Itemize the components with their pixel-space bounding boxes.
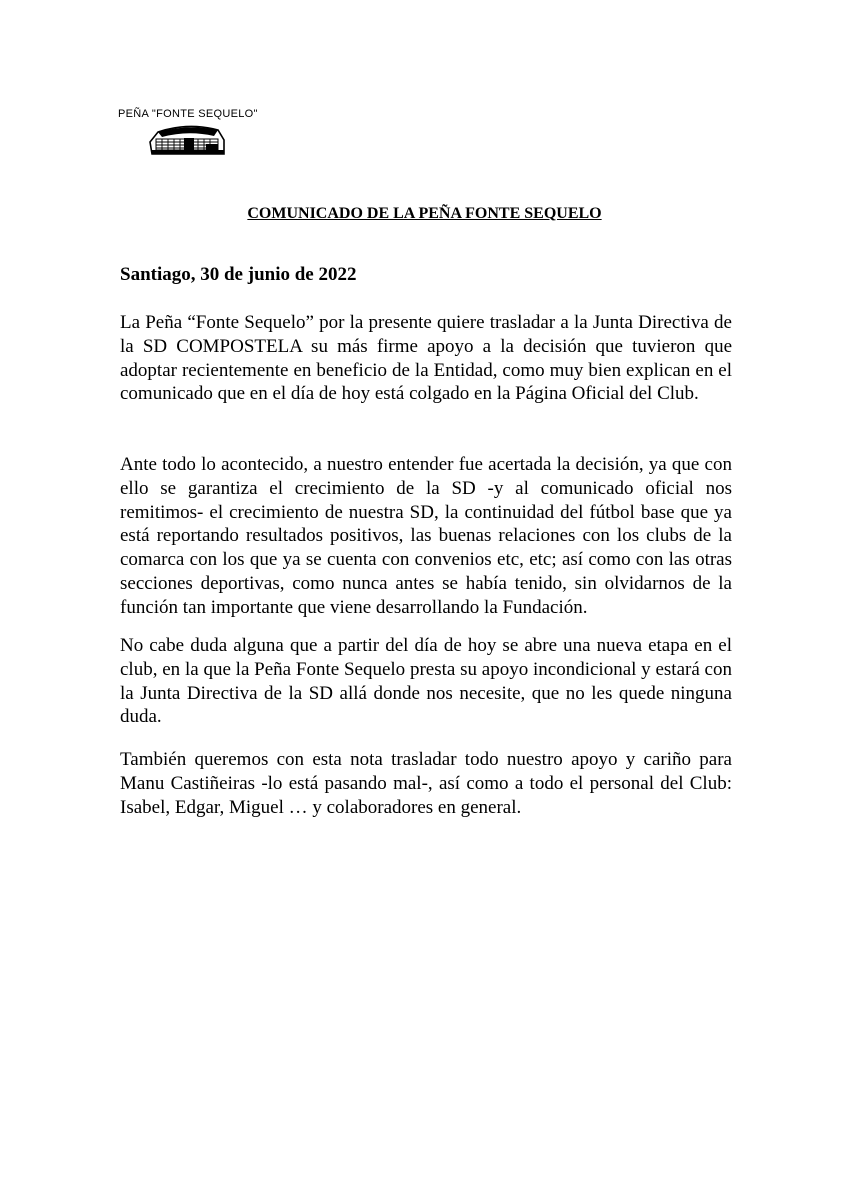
paragraph: La Peña “Fonte Sequelo” por la presente quiere trasladar a la Junta Directiva de la SD COMPOSTELA su más firme apoyo a la decisión que tuvieron que adoptar recientemente en beneficio de la Entidad, como muy bien explican en el comunicado que en el día de hoy está colgado en la Página Oficial del Club. [120, 312, 732, 405]
letterhead-logo [118, 108, 288, 158]
stadium-icon [148, 124, 228, 158]
paragraph: También queremos con esta nota trasladar todo nuestro apoyo y cariño para Manu Castiñeiras -lo está pasando mal-, así como a todo el personal del Club: Isabel, Edgar, Miguel … y colaboradores en general. [120, 749, 732, 818]
document-date: Santiago, 30 de junio de 2022 [120, 264, 357, 285]
logo-text: PEÑA "FONTE SEQUELO" [118, 108, 258, 120]
document-title: COMUNICADO DE LA PEÑA FONTE SEQUELO [247, 205, 602, 222]
paragraph: Ante todo lo acontecido, a nuestro entender fue acertada la decisión, ya que con ello se garantiza el crecimiento de la SD -y al comunicado oficial nos remitimos- el crecimiento de nuestra SD, la continuidad del fútbol base que ya está reportando resultados positivos, las buenas relaciones con los clubs de la comarca con los que ya se cuenta con convenios etc, etc; así como con las otras secciones deportivas, como nunca antes se había tenido, sin olvidarnos de la función tan importante que viene desarrollando la Fundación. [120, 454, 732, 618]
paragraph: No cabe duda alguna que a partir del día de hoy se abre una nueva etapa en el club, en la que la Peña Fonte Sequelo presta su apoyo incondicional y estará con la Junta Directiva de la SD allá donde nos necesite, que no les quede ninguna duda. [120, 635, 732, 728]
